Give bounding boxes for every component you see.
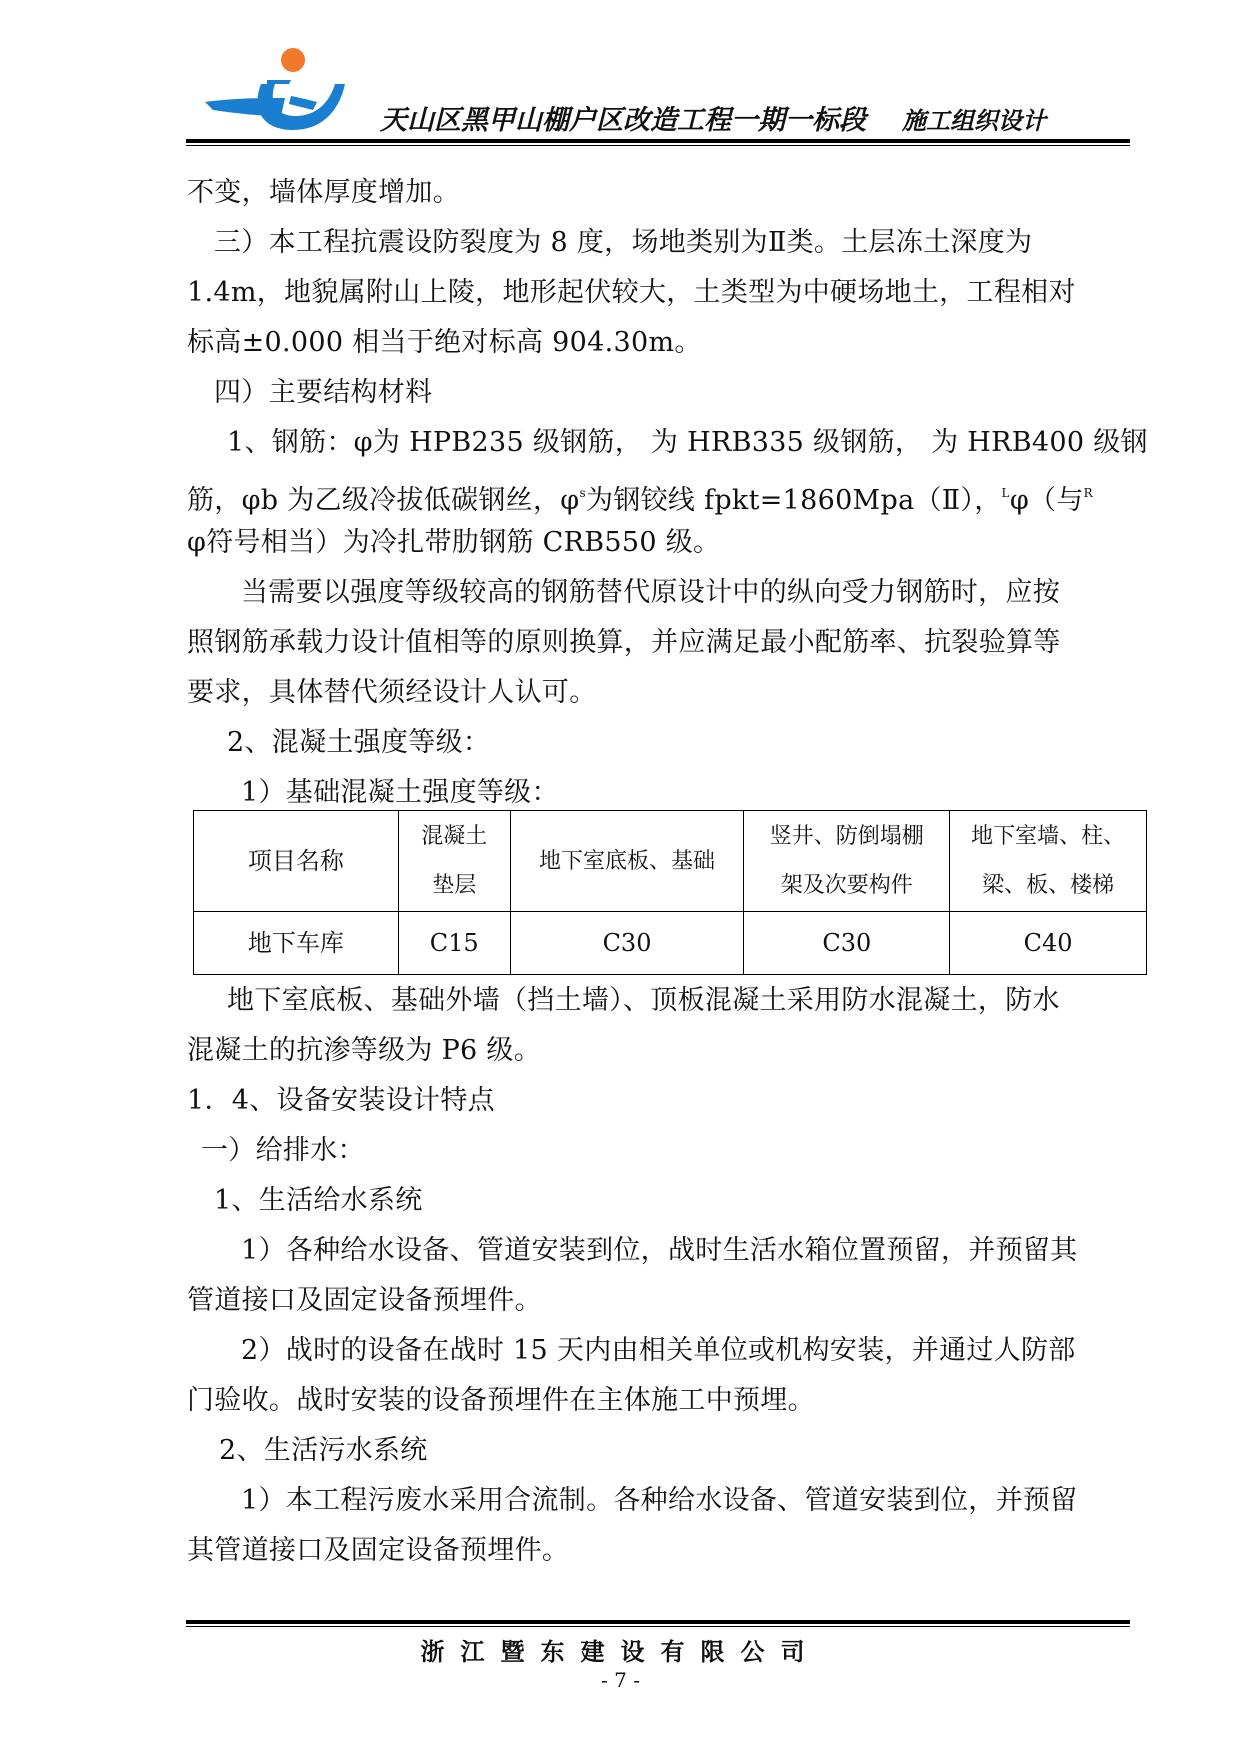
body-text-top <box>187 168 1148 818</box>
paragraph-line: 管道接口及固定设备预埋件。 <box>187 1285 542 1316</box>
paragraph-line: 其管道接口及固定设备预埋件。 <box>187 1535 570 1566</box>
paragraph-line: 门验收。战时安装的设备预埋件在主体施工中预埋。 <box>187 1385 815 1416</box>
text-fragment: 筋，φb 为乙级冷拔低碳钢丝，φ <box>187 485 580 516</box>
table-row <box>194 912 1147 975</box>
table-cell: C30 <box>510 912 744 975</box>
table-header-text: 混凝土 <box>421 824 488 849</box>
paragraph-line: 1）本工程污废水采用合流制。各种给水设备、管道安装到位，并预留 <box>241 1485 1078 1516</box>
table-header-cell <box>398 811 510 912</box>
section-heading: 四）主要结构材料 <box>214 377 433 408</box>
paragraph-line: 三）本工程抗震设防裂度为 8 度，场地类别为Ⅱ类。土层冻土深度为 <box>214 227 1033 258</box>
paragraph-line: 2）战时的设备在战时 15 天内由相关单位或机构安装，并通过人防部 <box>241 1335 1076 1366</box>
paragraph-line: 地下室底板、基础外墙（挡土墙）、顶板混凝土采用防水混凝土，防水 <box>227 985 1060 1016</box>
text-fragment: 为钢铰线 fpkt=1860Mpa（Ⅱ）， <box>585 485 1002 516</box>
section-heading: 2、生活污水系统 <box>219 1435 428 1466</box>
table-cell: C15 <box>398 912 510 975</box>
table-cell: C40 <box>950 912 1147 975</box>
header-rule-thick <box>186 139 1130 143</box>
table-cell: 地下车库 <box>194 912 399 975</box>
paragraph-line: 照钢筋承载力设计值相等的原则换算，并应满足最小配筋率、抗裂验算等 <box>187 627 1061 658</box>
header-title <box>380 98 1046 137</box>
paragraph-line: 混凝土的抗渗等级为 P6 级。 <box>187 1035 542 1066</box>
section-heading: 1）基础混凝土强度等级： <box>241 777 559 808</box>
footer-rule-thin <box>186 1626 1130 1627</box>
table-header-text: 垫层 <box>432 873 477 898</box>
footer-rule-thick <box>186 1620 1130 1624</box>
paragraph-line: 1、钢筋：φ为 HPB235 级钢筋， 为 HRB335 级钢筋， 为 HRB400 级钢 <box>227 427 1148 458</box>
superscript: L <box>1001 486 1010 500</box>
paragraph-line: φ符号相当）为冷扎带肋钢筋 CRB550 级。 <box>187 527 721 558</box>
footer-company: 浙江暨东建设有限公司 <box>420 1638 821 1666</box>
section-heading: 一）给排水： <box>201 1135 365 1166</box>
section-heading: 2、混凝土强度等级： <box>227 727 491 758</box>
text-fragment: φ（与 <box>1009 485 1084 516</box>
table-header-cell <box>950 811 1147 912</box>
superscript: R <box>1083 486 1093 500</box>
concrete-grade-table <box>193 810 1147 975</box>
document-type: 施工组织设计 <box>902 107 1046 135</box>
section-heading: 1、生活给水系统 <box>214 1185 423 1216</box>
project-name: 天山区黑甲山棚户区改造工程一期一标段 <box>380 105 866 136</box>
header-rule-thin <box>186 145 1130 146</box>
paragraph-line: 1）各种给水设备、管道安装到位，战时生活水箱位置预留，并预留其 <box>241 1235 1078 1266</box>
page-number: - 7 - <box>601 1668 640 1692</box>
company-logo-icon <box>205 40 345 140</box>
table-header-text: 地下室墙、柱、 <box>971 824 1126 849</box>
table-header-text: 竖井、防倒塌棚 <box>769 824 924 849</box>
table-header-cell: 项目名称 <box>194 811 399 912</box>
table-header-cell: 地下室底板、基础 <box>510 811 744 912</box>
table-cell: C30 <box>744 912 950 975</box>
superscript: s <box>579 486 586 500</box>
paragraph-line: 要求，具体替代须经设计人认可。 <box>187 677 597 708</box>
table-header-cell <box>744 811 950 912</box>
page-header <box>0 0 1241 150</box>
table-header-text: 梁、板、楼梯 <box>982 873 1115 898</box>
paragraph-line: 1.4m，地貌属附山上陵，地形起伏较大，土类型为中硬场地土，工程相对 <box>187 277 1076 308</box>
table-header-text: 架及次要构件 <box>780 873 913 898</box>
paragraph-line: 当需要以强度等级较高的钢筋替代原设计中的纵向受力钢筋时，应按 <box>241 577 1060 608</box>
table-header-row <box>194 811 1147 912</box>
section-heading: 1．4、设备安装设计特点 <box>187 1085 495 1116</box>
body-text-bottom <box>187 976 1132 1576</box>
paragraph-line: 标高±0.000 相当于绝对标高 904.30m。 <box>187 327 702 358</box>
paragraph-line <box>187 468 1132 518</box>
paragraph-line: 不变，墙体厚度增加。 <box>187 177 460 208</box>
